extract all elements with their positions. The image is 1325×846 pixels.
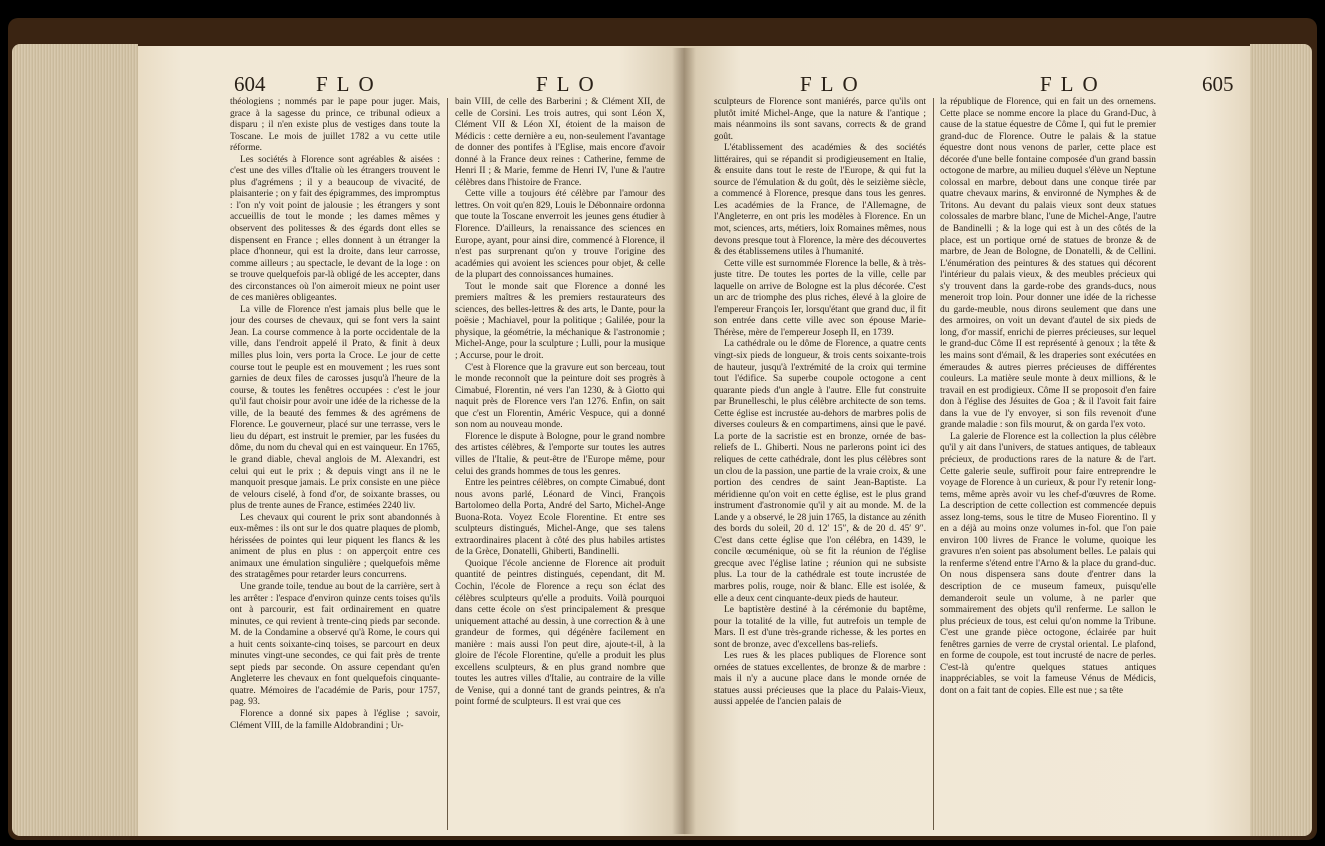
text-column [714, 97, 926, 832]
left-page [138, 46, 684, 836]
paragraph: Florence le dispute à Bologne, pour le grand nombre des artistes célèbres, & l'emporte sur toutes les autres villes de l'Italie, & peut-être de l'Europe même, pour celui des grands hommes de tous les genres. [455, 431, 665, 477]
running-header: FLO [800, 72, 867, 96]
paragraph: Les chevaux qui courent le prix sont abandonnés à eux-mêmes : ils ont sur le dos quatre plaques de plomb, hérissées de pointes qui leur piquent les flancs & les animent de plus en plus : on apperçoit entre ces animaux une émulation singulière ; quelquefois même des stratagêmes pour retarder leurs concurrens. [230, 512, 440, 581]
column-rule [933, 98, 934, 830]
paragraph: théologiens ; nommés par le pape pour juger. Mais, grace à la sagesse du prince, ce tribunal odieux a disparu ; il n'en existe plus de vestiges dans toute la Toscane. Le mois de juillet 1782 a vu cette utile réforme. [230, 97, 440, 154]
paragraph: La galerie de Florence est la collection la plus célèbre qu'il y ait dans l'univers, de statues antiques, de tableaux précieux, de productions rares de la nature & de l'art. Cette galerie seule, suffiroit pour faire entreprendre le voyage de Florence à un curieux, & pour l'y retenir long-tems, même après avoir vu les chef-d'œuvres de Rome. La description de cette collection est commencée depuis assez long-tems, sous le titre de Museo Fiorentino. Il y en a déjà au moins onze volumes in-fol. que l'on paie environ 100 livres de France le volume, quoique les gravures n'en soient pas absolument belles. Le palais qui la renferme s'étend entre l'Arno & la place du grand-duc. On nous dispensera sans doute d'entrer dans la description de ce museum fameux, puisqu'elle demanderoit seule un volume, à ne parler que sommairement des objets qu'il renferme. Le sallon le plus précieux de tous, est celui qu'on nomme la Tribune. C'est une grande pièce octogone, éclairée par huit fenêtres garnies de verre de crystal oriental. Le plafond, en forme de coupole, est tout incrusté de nacre de perles. C'est-là qu'entre quelques statues antiques inappréciables, se voit la fameuse Vénus de Médicis, dont on a fait tant de copies. Elle est nue ; sa tête [940, 431, 1156, 696]
page-number: 605 [1202, 72, 1234, 96]
paragraph: Quoique l'école ancienne de Florence ait produit quantité de peintres distingués, cependant, dit M. Cochin, l'école de Florence a reçu son éclat des célèbres sculpteurs qu'elle a produits. Voilà pourquoi dans cette école on s'est principalement & presque uniquement attaché au dessin, à une correction & à une grandeur de formes, qui dégénère facilement en manière : mais aussi l'on peut dire, ajoute-t-il, à la gloire de l'école Florentine, qu'elle a produit les plus excellens sculpteurs, & en plus grand nombre que toutes les autres villes d'Italie, au contraire de la ville de Venise, qui a donné tant de grands peintres, & n'a point formé de sculpteurs. Il est vrai que ces [455, 558, 665, 708]
paragraph: Cette ville est surnommée Florence la belle, & à très-juste titre. De toutes les portes de la ville, celle par laquelle on arrive de Bologne est la plus décorée. C'est un arc de triomphe des plus riches, élevé à la gloire de l'empereur François Ier, lorsqu'étant que grand duc, il fit son entrée dans cette ville avec son épouse Marie-Thérèse, mère de l'empereur Joseph II, en 1739. [714, 258, 926, 338]
paragraph: La cathédrale ou le dôme de Florence, a quatre cents vingt-six pieds de longueur, & trois cents soixante-trois de hauteur, jusqu'à l'extrémité de la croix qui termine tout l'édifice. Sa superbe coupole octogone a cent quarante pieds d'un angle à l'autre. Elle fut construite par Brunelleschi, le plus célèbre architecte de son tems. Cette église est incrustée au-dehors de marbres polis de diverses couleurs & en compartimens, ainsi que le pavé. La porte de la sacristie est en bronze, ornée de bas-reliefs de L. Ghiberti. Nous ne parlerons point ici des reliques de cette cathédrale, dont les plus célèbres sont un clou de la passion, une partie de la vraie croix, & une portion des cendres de saint Jean-Baptiste. La méridienne qu'on voit en cette église, est le plus grand instrument d'astronomie qu'il y ait au monde. M. de la Lande y a observé, le 28 juin 1765, la distance au zénith des bords du soleil, 20 d. 12′ 15″, & de 20 d. 45′ 9″. C'est dans cette église que l'on célébra, en 1439, le concile œcuménique, où se fit la réunion de l'église grecque avec l'église latine ; réunion qui ne subsiste plus. La tour de la cathédrale est toute incrustée de marbres polis, rouge, noir & blanc. Elle est isolée, & elle a deux cent cinquante-deux pieds de hauteur. [714, 339, 926, 604]
running-header: FLO [316, 72, 383, 96]
paragraph: bain VIII, de celle des Barberini ; & Clément XII, de celle de Corsini. Les trois autres, qui sont Léon X, Clément VII & Léon XI, étoient de la maison de Médicis : cette dernière a eu, non-seulement l'avantage de donner des pontifes à l'Eglise, mais encore d'avoir donné à la France deux reines : Catherine, femme de Henri II ; & Marie, femme de Henri IV, l'une & l'autre célèbres dans l'histoire de France. [455, 97, 665, 188]
paragraph: la république de Florence, qui en fait un des ornemens. Cette place se nomme encore la place du Grand-Duc, à cause de la statue équestre de Côme I, qui fut le premier grand-duc de Florence. Outre le palais & la statue équestre dont nous venons de parler, cette place est décorée d'une belle fontaine composée d'un grand bassin octogone de marbre, au milieu duquel s'élève un Neptune colossal en marbre, debout dans une conque tirée par quatre chevaux marins, & environné de Nymphes & de Tritons. Au devant du palais vieux sont deux statues colossales de marbre blanc, l'une de Michel-Ange, l'autre de Bandinelli ; & la loge qui est à un des côtés de la place, est un portique orné de statues de bronze & de marbre, de Jean de Bologne, de Donatelli, & de Cellini. L'énumération des peintures & des statues qui décorent l'intérieur du palais vieux, & des meubles précieux qui s'y trouvent dans la garde-robe des grands-ducs, nous meneroit trop loin. Pour donner une idée de la richesse du garde-meuble, nous dirons seulement que dans une des armoires, on voit un devant d'autel de six pieds de long, d'or massif, enrichi de pierres précieuses, sur lequel le grand-duc Côme II est représenté à genoux ; la tête & les mains sont d'émail, & les draperies sont exécutées en émeraudes & autres pierres précieuses de différentes couleurs. La matière seule monte à deux millions, & le travail en est prodigieux. Côme II se proposoit d'en faire don à l'église des Jésuites de Goa ; & il l'avoit fait faire dans la vue de l'y envoyer, si son fils revenoit d'une grande maladie : son fils mourut, & on garda l'ex voto. [940, 97, 1156, 431]
paragraph: Les sociétés à Florence sont agréables & aisées : c'est une des villes d'Italie où les étrangers trouvent le plus d'agrémens ; il y a beaucoup de vivacité, de plaisanterie ; on y fait des épigrammes, des impromptus : l'on n'y voit point de jalousie ; les étrangers y sont accueillis de tout le monde ; les dames mêmes y observent des politesses & des égards dont elles se dispensent en France ; elles donnent à un étranger la place d'honneur, qui est la droite, dans leur carrosse, comme ailleurs ; au spectacle, le devant de la loge : on se trouve quelquefois par-là obligé de les accepter, dans des circonstances où l'on aimeroit mieux ne point user de ces manières obligeantes. [230, 154, 440, 304]
column-rule [447, 98, 448, 830]
paragraph: La ville de Florence n'est jamais plus belle que le jour des courses de chevaux, qui se font vers la saint Jean. La course commence à la porte occidentale de la ville, dans l'endroit appelé il Prato, & finit à deux milles plus loin, vers porta la Croce. Le jour de cette course tout le peuple est en mouvement ; les rues sont garnies de deux files de carosses jusqu'à l'heure de la course, & toutes les fenêtres occupées : c'est le jour qu'il faut choisir pour avoir une idée de la richesse de la ville, de la beauté des femmes & des agrémens de Florence. Le gouverneur, placé sur une terrasse, vers le lieu du départ, est instruit le premier, par les fusées du dôme, du nom du cheval qui en est vainqueur. En 1765, le grand diable, cheval anglois de M. Alexandri, est celui qui eut le prix ; & depuis vingt ans il ne le manquoit presque jamais. Le prix consiste en une pièce de velours ciselé, à fond d'or, de soixante brasses, ou plus de trente aunes de France, estimées 2240 liv. [230, 304, 440, 512]
paragraph: L'établissement des académies & des sociétés littéraires, qui se répandit si prodigieusement en Italie, & ensuite dans tout le reste de l'Europe, & qui fut la source de l'émulation & du goût, dès le seizième siècle, a commencé à Florence, presque dans tous les genres. Les académies de la France, de l'Allemagne, de l'Angleterre, en ont pris les modèles à Florence. En un mot, sciences, arts, métiers, loix Romaines mêmes, nous devons presque tout à Florence, la mère des découvertes & des établissemens utiles à l'humanité. [714, 143, 926, 258]
right-page [684, 46, 1250, 836]
text-column [940, 97, 1156, 832]
book-spread [8, 18, 1317, 840]
paragraph: Entre les peintres célèbres, on compte Cimabué, dont nous avons parlé, Léonard de Vinci, François Bartolomeo della Porta, André del Sarto, Michel-Ange Buona-Rota. Voyez Ecole Florentine. Et entre ses sculpteurs distingués, Michel-Ange, que ses talens extraordinaires placent à côté des plus habiles artistes de la Grèce, Donatelli, Ghiberti, Bandinelli. [455, 478, 665, 558]
text-column [230, 97, 440, 832]
running-header: FLO [536, 72, 603, 96]
page-number: 604 [234, 72, 266, 96]
paragraph: Cette ville a toujours été célèbre par l'amour des lettres. On voit qu'en 829, Louis le Débonnaire ordonna que toute la Toscane enverroit les jeunes gens étudier à Florence. D'ailleurs, la renaissance des sciences en Europe, ayant, pour ainsi dire, commencé à Florence, il n'est pas surprenant qu'on y trouve l'origine des académies qui avoient les sciences pour objet, & celle de la plupart des connoissances humaines. [455, 189, 665, 281]
paragraph: Une grande toile, tendue au bout de la carrière, sert à les arrêter : l'espace d'environ quinze cents toises qu'ils ont à parcourir, est fait ordinairement en quatre minutes, ce qui revient à trente-cinq pieds par seconde. M. de la Condamine a observé qu'à Rome, le cours qui a huit cents soixante-cinq toises, se parcourt en deux minutes vingt-une secondes, ce qui fait près de trente sept pieds par seconde. On assure cependant qu'en Angleterre les chevaux en font quelquefois cinquante-quatre. Mémoires de l'académie de Paris, pour 1757, pag. 93. [230, 581, 440, 708]
paragraph: sculpteurs de Florence sont maniérés, parce qu'ils ont plutôt imité Michel-Ange, que la nature & l'antique ; mais néanmoins ils sont savans, corrects & de grand goût. [714, 97, 926, 142]
paragraph: Les rues & les places publiques de Florence sont ornées de statues excellentes, de bronze & de marbre : mais il n'y a aucune place dans le monde ornée de statues aussi précieuses que la place du Palais-Vieux, aussi appelée de l'ancien palais de [714, 651, 926, 708]
text-column [455, 97, 665, 832]
left-page-edges [12, 44, 138, 836]
paragraph: Le baptistère destiné à la cérémonie du baptême, pour la totalité de la ville, fut autrefois un temple de Mars. Il est d'une très-grande richesse, & les portes en sont de bronze, avec d'excellens bas-reliefs. [714, 605, 926, 650]
paragraph: Florence a donné six papes à l'église ; savoir, Clément VIII, de la famille Aldobrandini ; Ur- [230, 708, 440, 731]
right-page-edges [1250, 44, 1312, 836]
book-gutter [672, 48, 696, 834]
running-header: FLO [1040, 72, 1107, 96]
paragraph: Tout le monde sait que Florence a donné les premiers maîtres & les premiers restaurateurs des sciences, des belles-lettres & des arts, le Dante, pour la poësie ; Machiavel, pour la politique ; Galilée, pour la physique, la géométrie, la méchanique & l'astronomie ; Michel-Ange, pour la sculpture ; Lulli, pour la musique ; Accurse, pour le droit. [455, 281, 665, 362]
paragraph: C'est à Florence que la gravure eut son berceau, tout le monde reconnoît que la peinture doit ses progrès à Cimabué, Florentin, né vers l'an 1230, & à Giotto qui naquit près de Florence vers l'an 1276. Enfin, on sait que c'est un Florentin, Améric Vespuce, qui a donné son nom au nouveau monde. [455, 362, 665, 431]
